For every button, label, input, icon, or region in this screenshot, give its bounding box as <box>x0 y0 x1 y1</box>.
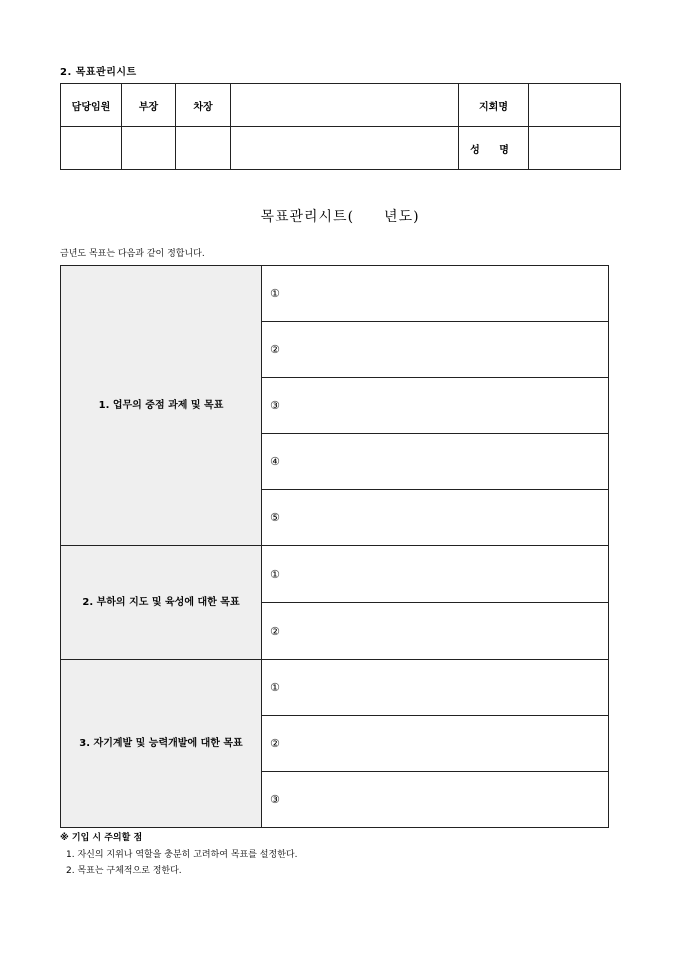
goal-table <box>60 265 609 828</box>
table-row <box>61 266 609 322</box>
category-cell-tasks: 1. 업무의 중점 과제 및 목표 <box>61 266 262 546</box>
approval-label-manager: 부장 <box>122 84 176 127</box>
table-row <box>61 546 609 603</box>
goal-entry[interactable]: ② <box>262 322 609 378</box>
notes-item: 2. 목표는 구체적으로 정한다. <box>66 866 182 876</box>
notes-item: 1. 자신의 지위나 역할을 충분히 고려하여 목표를 설정한다. <box>66 850 298 860</box>
signature-cell-executive[interactable] <box>61 127 122 170</box>
signature-cell-deputy[interactable] <box>176 127 231 170</box>
document-title: 목표관리시트( 년도) <box>260 209 420 225</box>
category-cell-mentoring: 2. 부하의 지도 및 육성에 대한 목표 <box>61 546 262 660</box>
goal-entry[interactable]: ① <box>262 266 609 322</box>
signature-cell-manager[interactable] <box>122 127 176 170</box>
team-input-cell[interactable] <box>529 84 621 127</box>
approval-row <box>61 84 621 127</box>
goal-entry[interactable]: ② <box>262 716 609 772</box>
notes-section <box>60 830 297 879</box>
goal-entry[interactable]: ① <box>262 546 609 603</box>
name-input-cell[interactable] <box>529 127 621 170</box>
name-label: 성 명 <box>459 127 529 170</box>
goal-entry[interactable]: ② <box>262 603 609 660</box>
goal-entry[interactable]: ③ <box>262 772 609 828</box>
approval-label-executive: 담당임원 <box>61 84 122 127</box>
goal-entry[interactable]: ③ <box>262 378 609 434</box>
intro-text: 금년도 목표는 다음과 같이 정합니다. <box>60 249 205 259</box>
team-label: 지회명 <box>459 84 529 127</box>
table-row <box>61 660 609 716</box>
signature-row <box>61 127 621 170</box>
goal-entry[interactable]: ⑤ <box>262 490 609 546</box>
blank-cell[interactable] <box>231 84 459 127</box>
goal-entry[interactable]: ① <box>262 660 609 716</box>
section-heading: 2. 목표관리시트 <box>60 67 137 78</box>
goal-entry[interactable]: ④ <box>262 434 609 490</box>
approval-table <box>60 83 621 170</box>
notes-heading: ※ 기입 시 주의할 점 <box>60 833 143 843</box>
category-cell-self-development: 3. 자기계발 및 능력개발에 대한 목표 <box>61 660 262 828</box>
blank-cell[interactable] <box>231 127 459 170</box>
approval-label-deputy: 차장 <box>176 84 231 127</box>
